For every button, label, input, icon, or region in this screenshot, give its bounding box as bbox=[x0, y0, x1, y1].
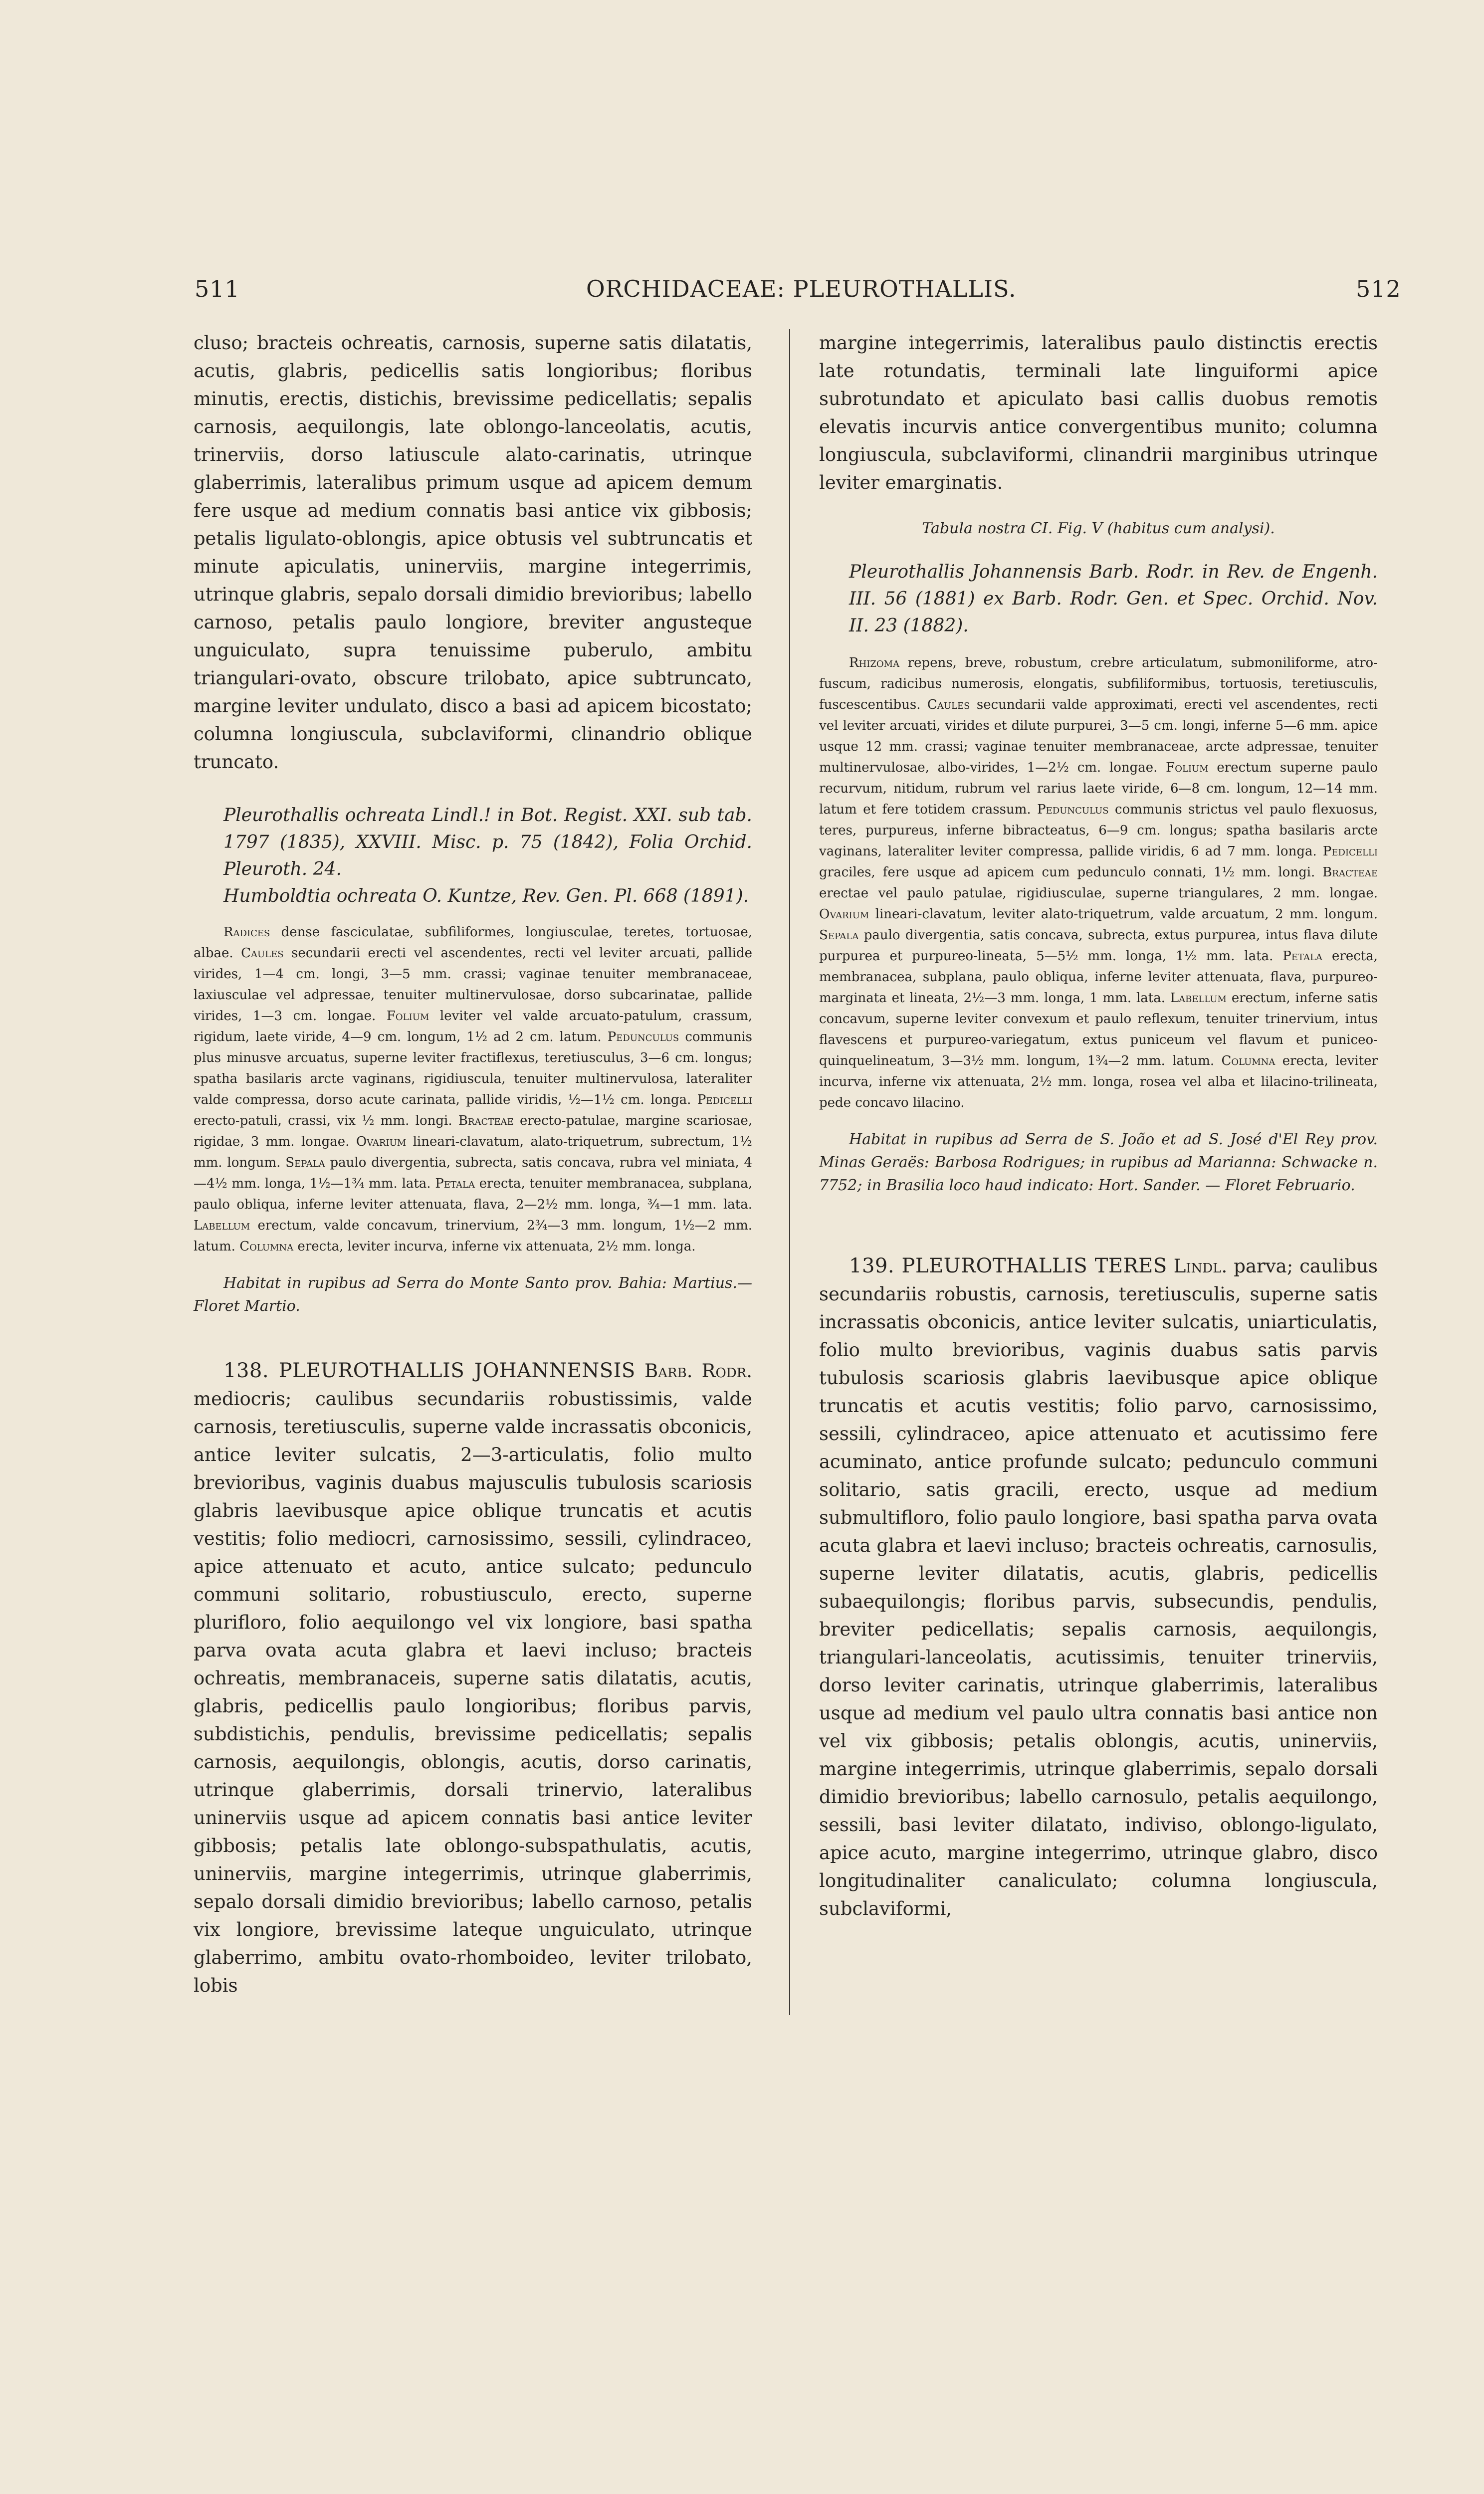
detailed-description-right: Rhizoma repens, breve, robustum, crebre articulatum, submoniliforme, atro-fuscum, radicibus numerosis, elongatis, subfiliformibus, tortuosis, teretiusculis, fuscescentibus. Caules secundarii valde approximati, erecti vel ascendentes, recti vel leviter arcuati, virides et dilute purpurei, 3—5 cm. longi, inferne 5—6 mm. apice usque 12 mm. crassi; vaginae tenuiter membranaceae, arcte adpressae, tenuiter multinervulosae, albo-virides, 1—2½ cm. longae. Folium erectum superne paulo recurvum, nitidum, rubrum vel rarius laete viride, 6—8 cm. longum, 12—14 mm. latum et fere totidem crassum. Pedunculus communis strictus vel paulo flexuosus, teres, purpureus, inferne bibracteatus, 6—9 cm. longus; spatha basilaris arcte vaginans, lateraliter leviter compressa, pallide viridis, 6 ad 7 mm. longa. Pedicelli graciles, fere usque ad apicem cum pedunculo connati, 1½ mm. longi. Bracteae erectae vel paulo patulae, rigidiusculae, superne triangulares, 2 mm. longae. Ovarium lineari-clavatum, leviter alato-triquetrum, valde arcuatum, 2 mm. longum. Sepala paulo divergentia, satis concava, subrecta, extus purpurea, intus flava dilute purpurea et purpureo-lineata, 5—5½ mm. longa, 1½ mm. lata. Petala erecta, membranacea, subplana, paulo obliqua, inferne leviter attenuata, flava, purpureo-marginata et lineata, 2½—3 mm. longa, 1 mm. lata. Labellum erectum, inferne satis concavum, superne leviter convexum et paulo reflexum, tenuiter trinervium, intus flavescens et purpureo-variegatum, extus puniceum vel flavum et puniceo-quinquelineatum, 3—3½ mm. longum, 1¾—2 mm. latum. Columna erecta, leviter incurva, inferne vix attenuata, 2½ mm. longa, rosea vel alba et lilacino-trilineata, pede concavo lilacino. bbox=[819, 655, 1378, 1110]
references-block bbox=[194, 802, 752, 910]
species-139-description: 139. PLEUROTHALLIS TERES Lindl. parva; caulibus secundariis robustis, carnosis, teretiusculis, superne satis incrassatis obconicis, antice leviter sulcatis, uniarticulatis, folio multo brevioribus, vaginis duabus satis parvis tubulosis scariosis glabris laevibusque apice oblique truncatis et acutis vestitis; folio parvo, carnosissimo, sessili, cylindraceo, apice attenuato et acutissimo fere acuminato, antice profunde sulcato; pedunculo communi solitario, satis gracili, erecto, usque ad medium submultifloro, folio paulo longiore, basi spatha parva ovata acuta glabra et laevi incluso; bracteis ochreatis, carnosulis, superne leviter dilatatis, acutis, glabris, pedicellis subaequilongis; floribus parvis, subsecundis, pendulis, breviter pedicellatis; sepalis carnosis, aequilongis, triangulari-lanceolatis, acutissimis, tenuiter trinerviis, dorso leviter carinatis, utrinque glaberrimis, lateralibus usque ad medium vel paulo ultra connatis basi antice non vel vix gibbosis; petalis oblongis, acutis, uninerviis, margine integerrimis, utrinque glaberrimis, sepalo dorsali dimidio brevioribus; labello carnosulo, petalis aequilongo, sessili, basi leviter dilatato, indiviso, oblongo-ligulato, apice acuto, margine integerrimo, utrinque glabro, disco longitudinaliter canaliculato; columna longiuscula, subclaviformi, bbox=[819, 1254, 1378, 1919]
species-139-heading: 139. PLEUROTHALLIS TERES bbox=[849, 1254, 1167, 1277]
reference-lindley: Pleurothallis ochreata Lindl.! in Bot. Regist. XXI. sub tab. 1797 (1835), XXVIII. Misc. p. 75 (1842), Folia Orchid. Pleuroth. 24. bbox=[223, 805, 752, 879]
reference-kuntze: Humboldtia ochreata O. Kuntze, Rev. Gen. Pl. 668 (1891). bbox=[223, 886, 749, 906]
species-138-heading: 138. PLEUROTHALLIS JOHANNENSIS bbox=[223, 1359, 636, 1382]
latin-description-continued: cluso; bracteis ochreatis, carnosis, superne satis dilatatis, acutis, glabris, pedicellis satis longioribus; floribus minutis, erectis, distichis, brevissime pedicellatis; sepalis carnosis, aequilongis, late oblongo-lanceolatis, acutis, trinerviis, dorso latiuscule alato-carinatis, utrinque glaberrimis, lateralibus primum usque ad apicem demum fere usque ad medium connatis basi antice vix gibbosis; petalis ligulato-oblongis, apice obtusis vel subtruncatis et minute apiculatis, uninerviis, margine integerrimis, utrinque glabris, sepalo dorsali dimidio brevioribus; labello carnoso, petalis paulo longiore, breviter angusteque unguiculato, supra tenuissime puberulo, ambitu triangulari-ovato, obscure trilobato, apice subtruncato, margine leviter undulato, disco a basi ad apicem bicostato; columna longiuscula, subclaviformi, clinandrio oblique truncato. bbox=[194, 332, 752, 773]
detailed-description: Radices dense fasciculatae, subfiliformes, longiusculae, teretes, tortuosae, albae. Caules secundarii erecti vel ascendentes, recti vel leviter arcuati, pallide virides, 1—4 cm. longi, 3—5 mm. crassi; vaginae tenuiter membranaceae, laxiusculae vel adpressae, tenuiter multinervulosae, dorso subcarinatae, pallide virides, 1—3 cm. longae. Folium leviter vel valde arcuato-patulum, crassum, rigidum, laete viride, 4—9 cm. longum, 1½ ad 2 cm. latum. Pedunculus communis plus minusve arcuatus, superne leviter fractiflexus, teretiusculus, 3—6 cm. longus; spatha basilaris arcte vaginans, rigidiuscula, tenuiter multinervulosa, lateraliter valde compressa, dorso acute carinata, pallide viridis, ½—1½ cm. longa. Pedicelli erecto-patuli, crassi, vix ½ mm. longi. Bracteae erecto-patulae, margine scariosae, rigidae, 3 mm. longae. Ovarium lineari-clavatum, alato-triquetrum, subrectum, 1½ mm. longum. Sepala paulo divergentia, subrecta, satis concava, rubra vel miniata, 4—4½ mm. longa, 1½—1¾ mm. lata. Petala erecta, tenuiter membranacea, subplana, paulo obliqua, inferne leviter attenuata, flava, 2—2½ mm. longa, ¾—1 mm. lata. Labellum erectum, valde concavum, trinervium, 2¾—3 mm. longum, 1½—2 mm. latum. Columna erecta, leviter incurva, inferne vix attenuata, 2½ mm. longa. bbox=[194, 925, 753, 1254]
page-number-right: 512 bbox=[1356, 275, 1401, 302]
species-138-description: 138. PLEUROTHALLIS JOHANNENSIS Barb. Rodr. mediocris; caulibus secundariis robustissimis, valde carnosis, teretiusculis, superne valde incrassatis obconicis, antice leviter sulcatis, 2—3-articulatis, folio multo brevioribus, vaginis duabus majusculis tubulosis scariosis glabris laevibusque apice oblique truncatis et acutis vestitis; folio mediocri, carnosissimo, sessili, cylindraceo, apice attenuato et acuto, antice sulcato; pedunculo communi solitario, robustiusculo, erecto, superne plurifloro, folio aequilongo vel vix longiore, basi spatha parva ovata acuta glabra et laevi incluso; bracteis ochreatis, membranaceis, superne satis dilatatis, acutis, glabris, pedicellis paulo longioribus; floribus parvis, subdistichis, pendulis, brevissime pedicellatis; sepalis carnosis, aequilongis, oblongis, acutis, dorso carinatis, utrinque glaberrimis, dorsali trinervio, lateralibus uninerviis usque ad apicem connatis basi antice leviter gibbosis; petalis late oblongo-subspathulatis, acutis, uninerviis, margine integerrimis, utrinque glaberrimis, sepalo dorsali dimidio brevioribus; labello carnoso, petalis vix longiore, brevissime lateque unguiculato, utrinque glaberrimo, ambitu ovato-rhomboideo, leviter trilobato, lobis bbox=[194, 1359, 753, 1996]
column-divider bbox=[789, 329, 790, 2015]
reference-barbosa-rodrigues: Pleurothallis Johannensis Barb. Rodr. in Rev. de Engenh. III. 56 (1881) ex Barb. Rodr. Gen. et Spec. Orchid. Nov. II. 23 (1882). bbox=[849, 562, 1378, 636]
plate-caption: Tabula nostra CI. Fig. V (habitus cum analysi). bbox=[922, 520, 1275, 537]
species-139-author: Lindl. bbox=[1173, 1255, 1228, 1277]
running-title: ORCHIDACEAE: PLEUROTHALLIS. bbox=[586, 275, 1017, 302]
species-138-author: Barb. Rodr. bbox=[644, 1360, 753, 1382]
habitat-note: Habitat in rupibus ad Serra do Monte Santo prov. Bahia: Martius.— Floret Martio. bbox=[194, 1274, 752, 1315]
page-number-left: 511 bbox=[195, 275, 240, 302]
left-column bbox=[194, 329, 752, 2000]
latin-description-continued-right: margine integerrimis, lateralibus paulo distinctis erectis late rotundatis, terminali late linguiformi apice subrotundato et apiculato basi callis duobus remotis elevatis incurvis antice convergentibus munito; columna longiuscula, subclaviformi, clinandrii marginibus utrinque leviter emarginatis. bbox=[819, 332, 1378, 493]
habitat-note-right: Habitat in rupibus ad Serra de S. João et ad S. José d'El Rey prov. Minas Geraës: Barbosa Rodrigues; in rupibus ad Marianna: Schwacke n. 7752; in Brasilia loco haud indicato: Hort. Sander. — Floret Februario. bbox=[819, 1131, 1378, 1194]
right-column bbox=[819, 329, 1378, 1923]
